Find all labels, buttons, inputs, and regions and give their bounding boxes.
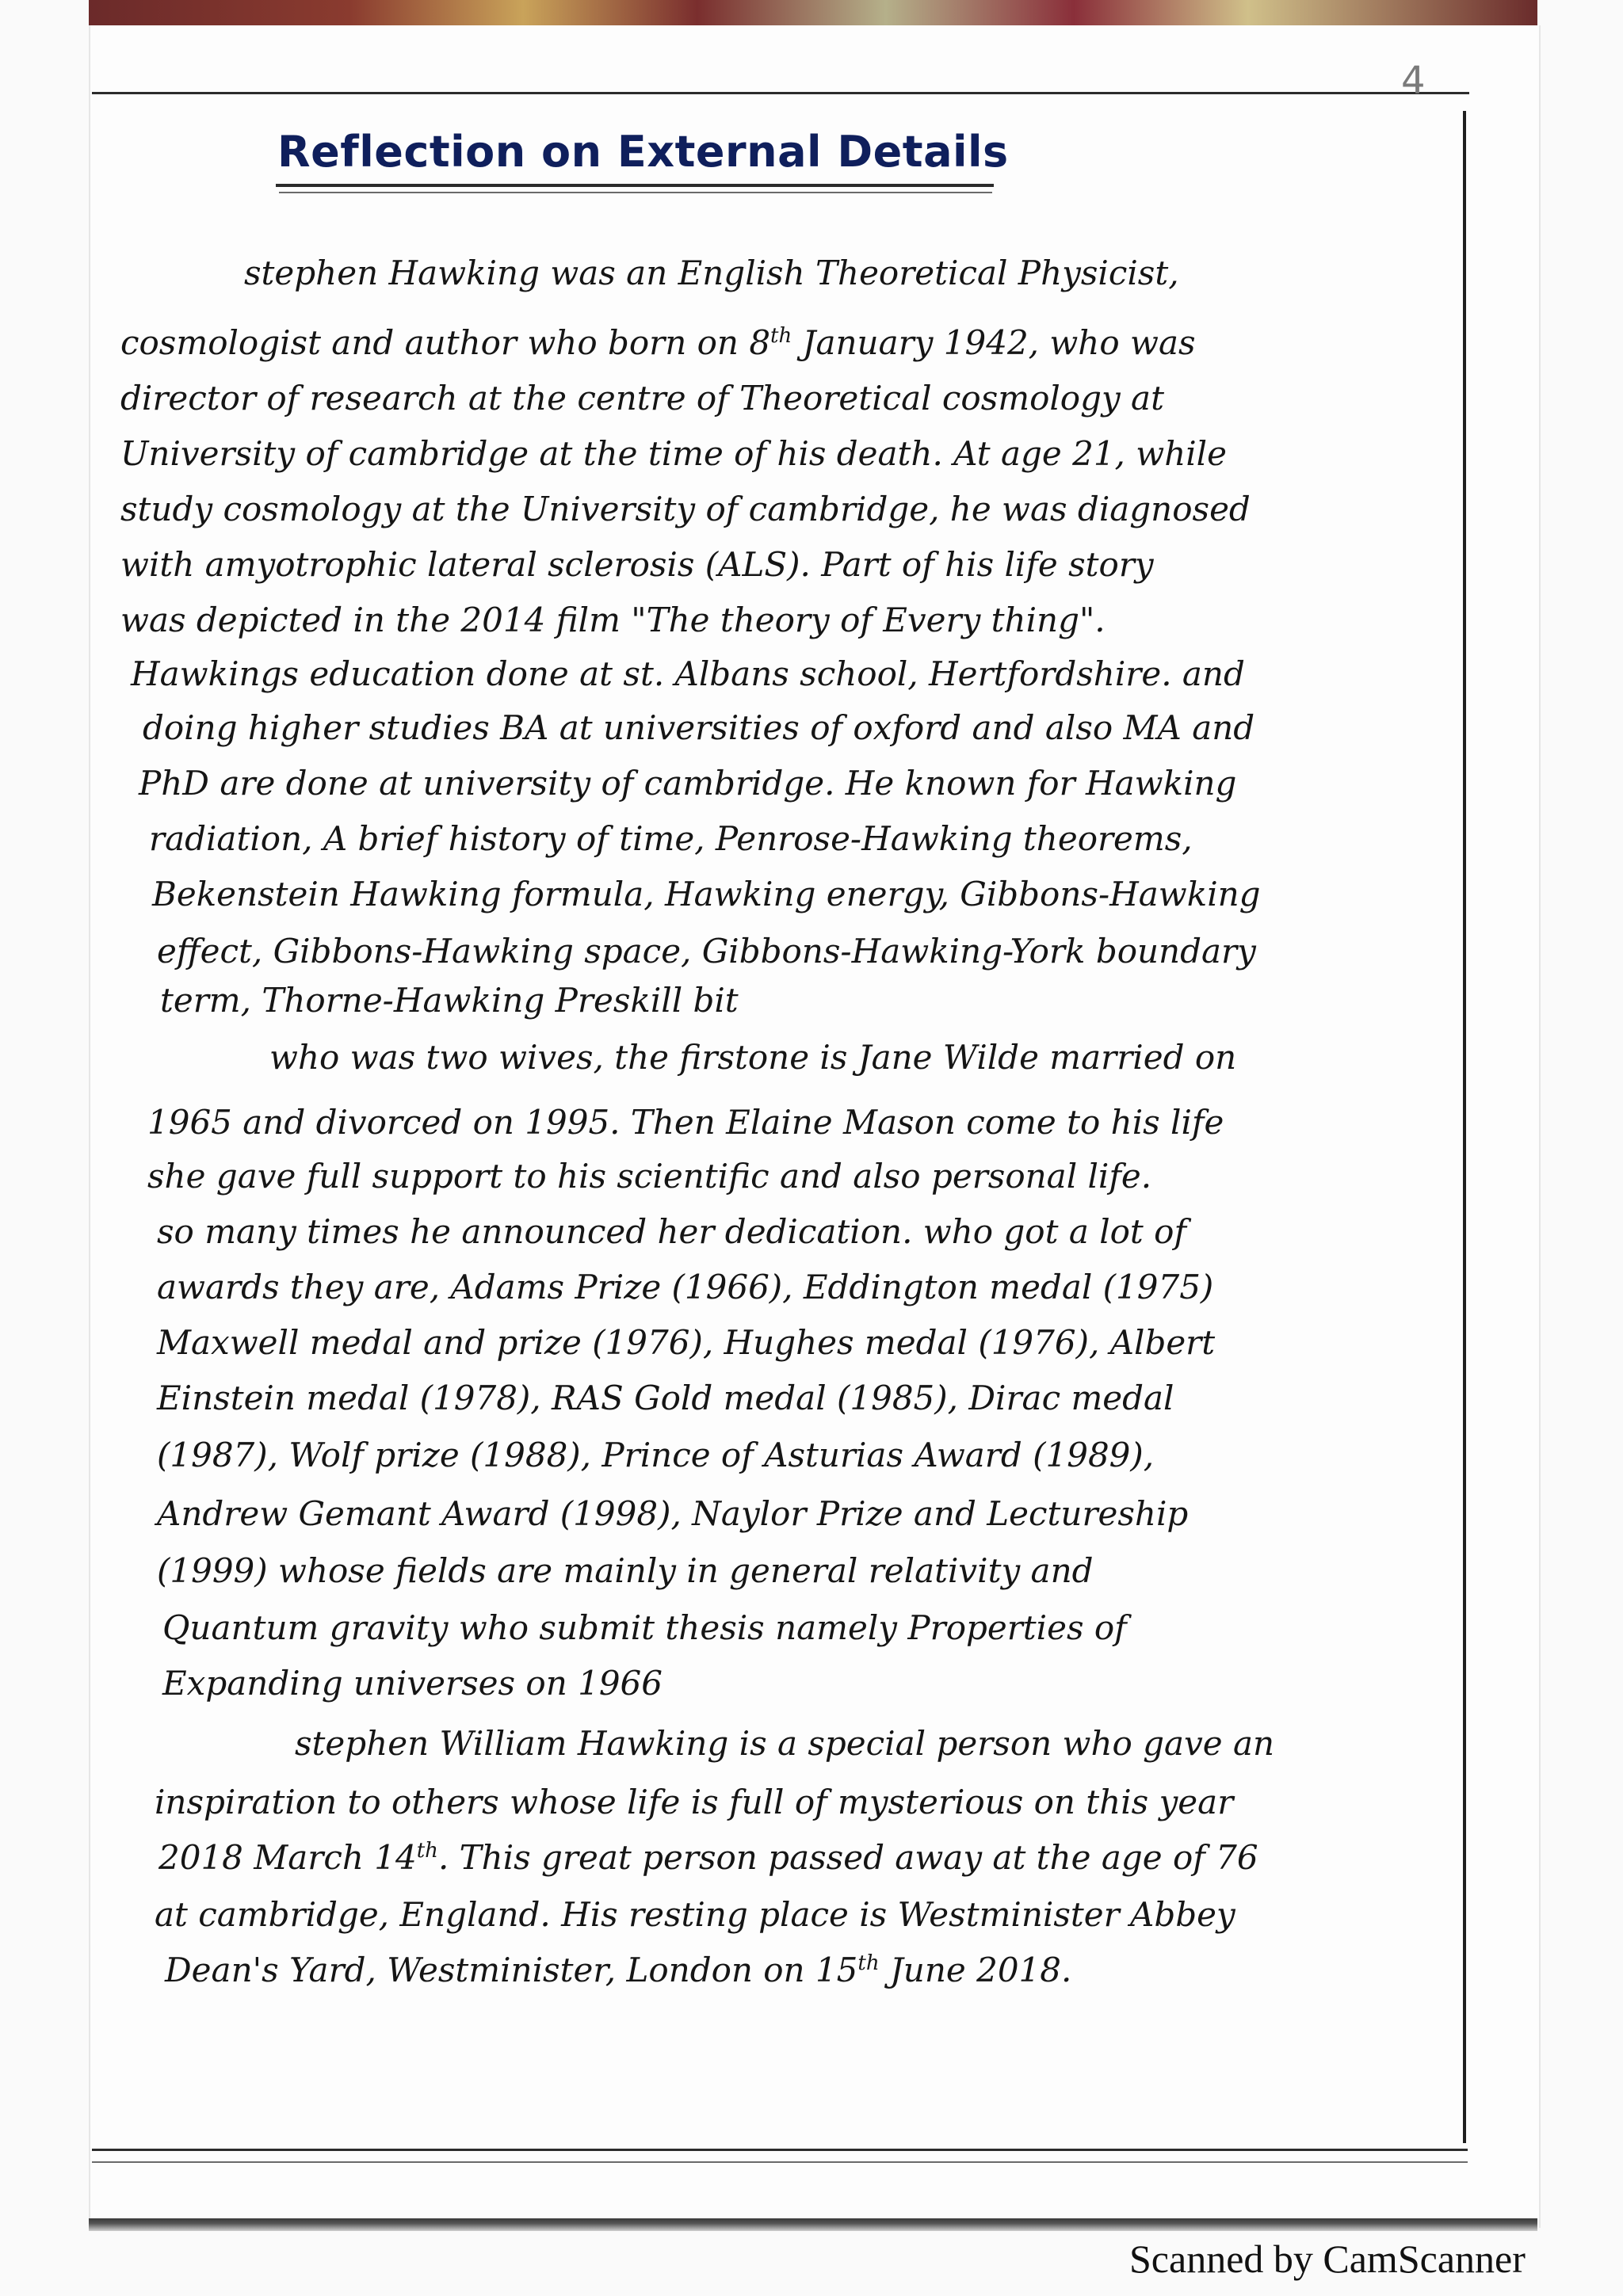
fabric-strip [89, 0, 1537, 25]
text-line-30: at cambridge, England. His resting place is Westminister Abbey [155, 1895, 1235, 1934]
title-underline-second [279, 192, 992, 193]
text-line-10: PhD are done at university of cambridge. He known for Hawking [139, 764, 1237, 803]
text-line-25: Quantum gravity who submit thesis namely Properties of [162, 1608, 1127, 1647]
text-line-7: was depicted in the 2014 film "The theory of Every thing". [120, 601, 1106, 639]
page-bottom-edge [89, 2218, 1537, 2231]
text-line-23: Andrew Gemant Award (1998), Naylor Prize and Lectureship [157, 1494, 1189, 1533]
text-line-16: 1965 and divorced on 1995. Then Elaine Mason come to his life [147, 1103, 1224, 1142]
text-line-14: term, Thorne-Hawking Preskill bit [160, 981, 739, 1020]
text-line-31: Dean's Yard, Westminister, London on 15th June 2018. [165, 1951, 1072, 1989]
camscanner-watermark: Scanned by CamScanner [1129, 2237, 1526, 2281]
frame-top-border [92, 92, 1469, 94]
text-line-11: radiation, A brief history of time, Penrose-Hawking theorems, [149, 819, 1193, 858]
text-line-5: study cosmology at the University of cambridge, he was diagnosed [120, 490, 1251, 528]
frame-right-border [1463, 111, 1466, 2143]
frame-bottom-border [92, 2149, 1468, 2151]
text-line-19: awards they are, Adams Prize (1966), Eddington medal (1975) [157, 1268, 1214, 1306]
text-line-6: with amyotrophic lateral sclerosis (ALS). Part of his life story [120, 545, 1154, 584]
text-line-28: inspiration to others whose life is full of mysterious on this year [155, 1783, 1234, 1821]
text-line-20: Maxwell medal and prize (1976), Hughes medal (1976), Albert [157, 1323, 1216, 1362]
frame-bottom-border-inner [92, 2161, 1468, 2163]
page-number: 4 [1401, 59, 1426, 103]
text-line-21: Einstein medal (1978), RAS Gold medal (1985), Dirac medal [157, 1379, 1174, 1417]
text-line-3: director of research at the centre of Theoretical cosmology at [120, 379, 1164, 418]
page-title: Reflection on External Details [277, 127, 1009, 177]
text-line-2: cosmologist and author who born on 8th January 1942, who was [120, 323, 1196, 362]
title-underline [276, 184, 994, 187]
text-line-15: who was two wives, the firstone is Jane Wilde married on [269, 1038, 1237, 1077]
text-line-22: (1987), Wolf prize (1988), Prince of Asturias Award (1989), [157, 1436, 1155, 1474]
text-line-27: stephen William Hawking is a special person who gave an [295, 1724, 1275, 1763]
text-line-1: stephen Hawking was an English Theoretical Physicist, [244, 254, 1179, 292]
text-line-4: University of cambridge at the time of his death. At age 21, while [120, 434, 1227, 473]
text-line-12: Bekenstein Hawking formula, Hawking energy, Gibbons-Hawking [152, 875, 1261, 913]
text-line-24: (1999) whose fields are mainly in general relativity and [157, 1551, 1094, 1590]
text-line-18: so many times he announced her dedication. who got a lot of [157, 1212, 1186, 1251]
text-line-9: doing higher studies BA at universities of oxford and also MA and [143, 708, 1255, 747]
text-line-8: Hawkings education done at st. Albans school, Hertfordshire. and [131, 654, 1245, 693]
text-line-26: Expanding universes on 1966 [162, 1664, 663, 1703]
text-line-17: she gave full support to his scientific and also personal life. [147, 1157, 1152, 1196]
text-line-29: 2018 March 14th. This great person passed away at the age of 76 [158, 1838, 1258, 1877]
text-line-13: effect, Gibbons-Hawking space, Gibbons-Hawking-York boundary [157, 932, 1256, 971]
